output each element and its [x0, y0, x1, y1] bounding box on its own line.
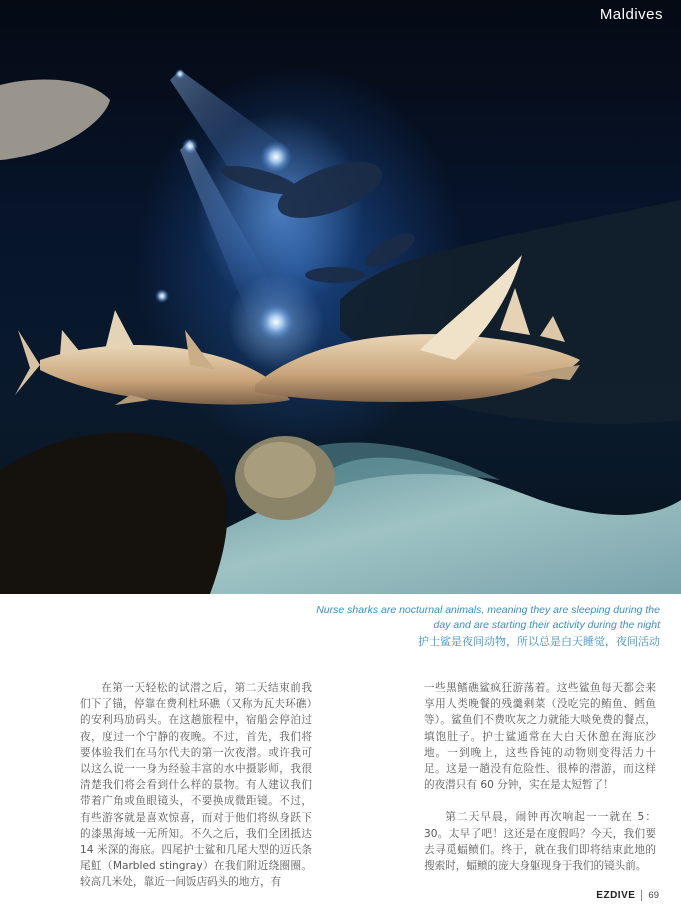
magazine-brand: EZDIVE — [596, 890, 636, 901]
dive-lamp — [155, 289, 169, 303]
coral-reef-left — [0, 433, 228, 594]
shark-head-top-left — [0, 80, 110, 160]
nurse-shark-left — [15, 310, 290, 405]
article-paragraph: 第二天早晨，闹钟再次响起一一就在 5：30。太早了吧！这还是在度假吗？今天，我们要去寻觅蝠鲼们。终于，就在我们即将结束此地的搜索时，蝠鲼的庞大身躯现身于我们的镜头前。 — [424, 811, 656, 873]
article-paragraph: 一些黑鳍礁鲨疯狂游荡着。这些鲨鱼每天都会来享用人类晚餐的残羹剩菜（没吃完的鲔鱼、鳕鱼等）。鲨鱼们不费吹灰之力就能大啖免费的餐点，填饱肚子。护士鲨通常在大白天休憩在海底沙地。一到晚上，这些昏钝的动物则变得活力十足。这是一趟没有危险性、很棒的潜游，而这样的夜潜只有 60 分钟，实在是太短暂了！ — [424, 682, 656, 792]
article-paragraph: 在第一天轻松的试潜之后，第二天结束前我们下了锚，停靠在费利杜环礁（又称为瓦夫环礁）的安利玛劢码头。在这趟旅程中，宿船会停泊过夜，度过一个宁静的夜晚。不过，首先，我们将要体验我们在马尔代夫的第一次夜潜。或许我可以这么说一一身为经验丰富的水中摄影师，我很清楚我们将会看到什么样的景物。有人建议我们带着广角或鱼眼镜头，不要换成微距镜。不过，有些游客就是喜欢惊喜，而对于他们将纵身跃下的漆黑海域一无所知。不久之后，我们全团抵达 14 米深的海底。四尾护士鲨和几尾大型的迈氏条尾魟（Marbled stingray）在我们附近绕圈圈。较高几米处，靠近一间饭店码头的地方，有 — [80, 682, 312, 889]
photo-caption-chinese: 护士鲨是夜间动物，所以总是白天睡觉，夜间活动 — [418, 635, 660, 648]
dive-lamp — [182, 138, 198, 154]
photo-caption-english: Nurse sharks are nocturnal animals, meaning they are sleeping during the day and are starting their activity during the night — [316, 604, 660, 631]
page-number: 69 — [648, 890, 659, 901]
dive-lamp — [258, 304, 294, 340]
location-label: Maldives — [599, 6, 663, 23]
page-footer — [596, 890, 659, 901]
article-column-right — [424, 680, 656, 874]
dive-lamp — [260, 141, 292, 173]
footer-divider — [641, 890, 642, 901]
article-column-left — [80, 680, 312, 891]
dive-lamp — [175, 69, 185, 79]
